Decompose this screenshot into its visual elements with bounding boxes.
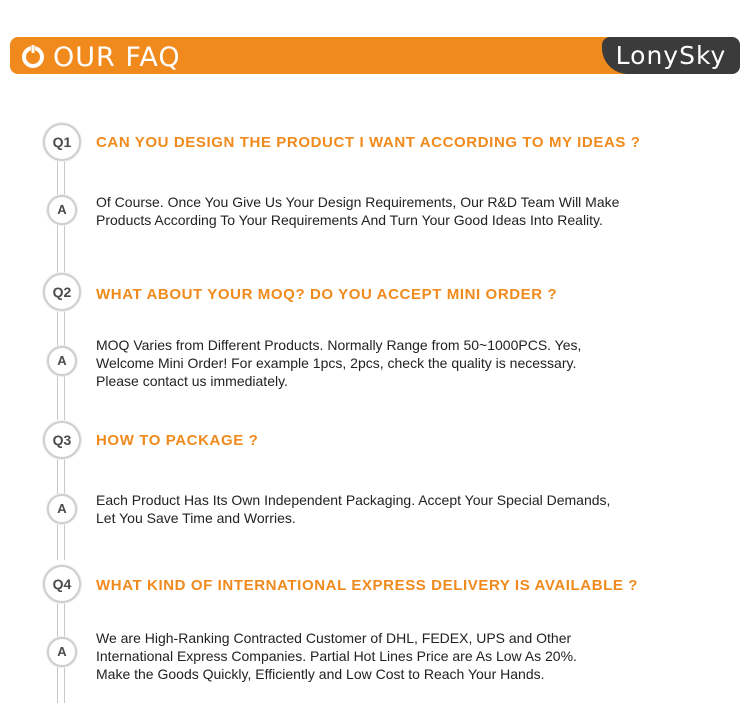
faq-answer-1: Of Course. Once You Give Us Your Design Requirements, Our R&D Team Will Make Products According To Your Requirements And Turn Your Good Ideas Into Reality. bbox=[96, 194, 620, 228]
rail-segment bbox=[57, 310, 65, 346]
power-ring-icon bbox=[20, 43, 46, 69]
rail-segment bbox=[57, 524, 65, 560]
rail-segment bbox=[57, 224, 65, 274]
answer-badge-1: A bbox=[47, 195, 77, 225]
faq-question-3: HOW TO PACKAGE ? bbox=[96, 432, 259, 449]
question-badge-q4: Q4 bbox=[43, 565, 81, 603]
faq-question-1: CAN YOU DESIGN THE PRODUCT I WANT ACCORDING TO MY IDEAS ? bbox=[96, 134, 641, 151]
rail-segment bbox=[57, 667, 65, 703]
answer-badge-3: A bbox=[47, 494, 77, 524]
page-title: OUR FAQ bbox=[53, 42, 181, 73]
rail-segment bbox=[57, 602, 65, 638]
faq-question-4: WHAT KIND OF INTERNATIONAL EXPRESS DELIVERY IS AVAILABLE ? bbox=[96, 577, 639, 594]
faq-answer-4: We are High-Ranking Contracted Customer of DHL, FEDEX, UPS and Other International Express Companies. Partial Hot Lines Price are As Low As 20%. Make the Goods Quickly, Efficiently and Low Cost to Reach Your Hands. bbox=[96, 630, 577, 682]
faq-header-banner bbox=[10, 37, 740, 74]
faq-answer-3: Each Product Has Its Own Independent Packaging. Accept Your Special Demands, Let You Save Time and Worries. bbox=[96, 492, 611, 526]
question-badge-q1: Q1 bbox=[43, 123, 81, 161]
faq-question-2: WHAT ABOUT YOUR MOQ? DO YOU ACCEPT MINI ORDER ? bbox=[96, 286, 558, 303]
faq-answer-2: MOQ Varies from Different Products. Normally Range from 50~1000PCS. Yes, Welcome Mini Order! For example 1pcs, 2pcs, check the quality is necessary. Please contact us immediately. bbox=[96, 337, 582, 389]
rail-segment bbox=[57, 458, 65, 494]
rail-segment bbox=[57, 158, 65, 196]
question-badge-q3: Q3 bbox=[43, 421, 81, 459]
answer-badge-4: A bbox=[47, 637, 77, 667]
answer-badge-2: A bbox=[47, 346, 77, 376]
question-badge-q2: Q2 bbox=[43, 273, 81, 311]
rail-segment bbox=[57, 376, 65, 420]
brand-logo: LonySky bbox=[602, 37, 740, 74]
